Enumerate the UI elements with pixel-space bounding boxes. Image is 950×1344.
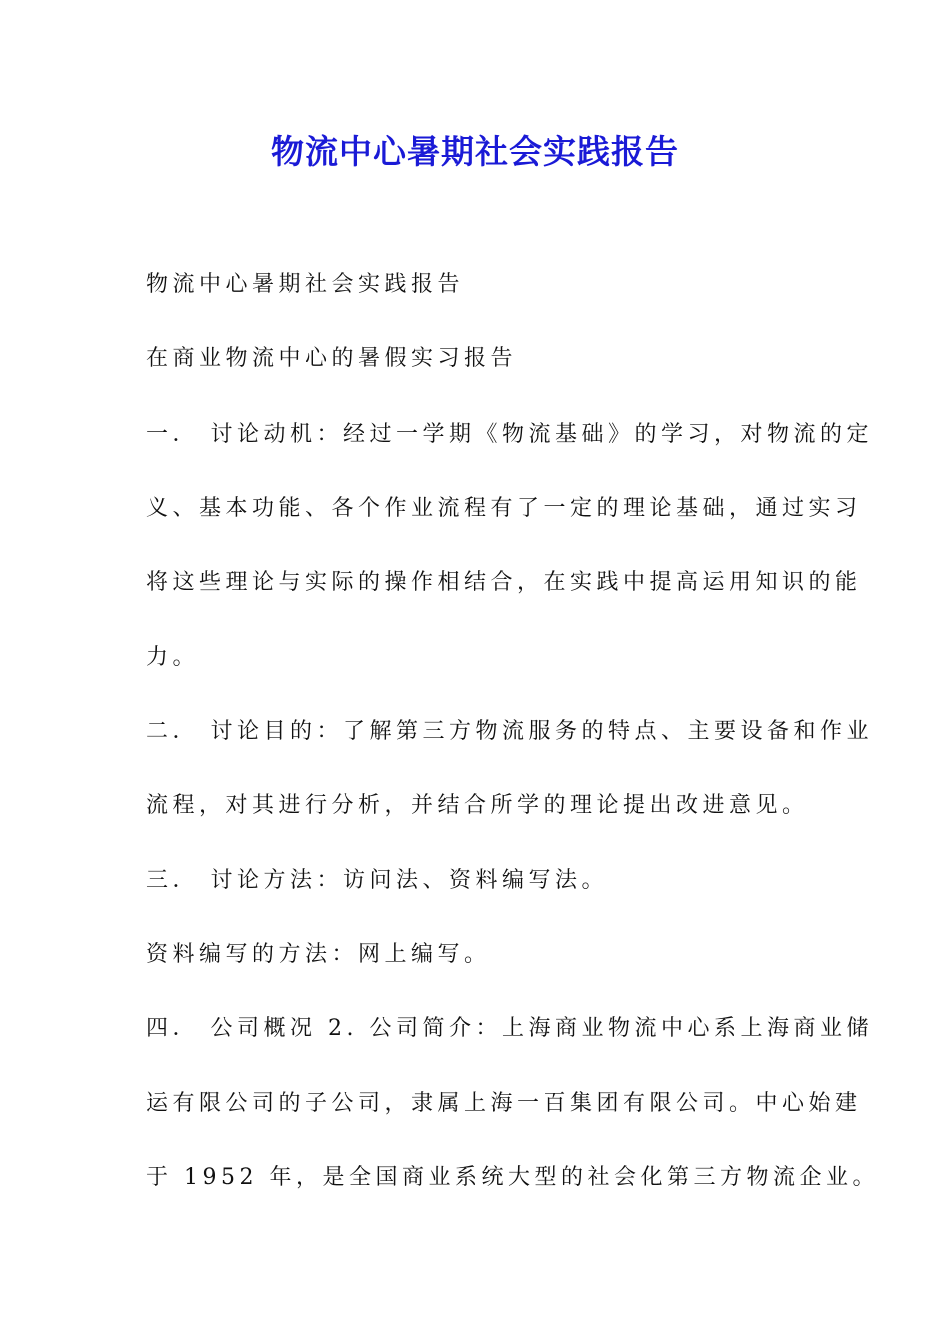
body-line-overview-3: 于 1952 年，是全国商业系统大型的社会化第三方物流企业。: [146, 1165, 879, 1190]
document-title: 物流中心暑期社会实践报告: [271, 132, 679, 171]
body-line-overview-1: 四． 公司概况 2. 公司简介：上海商业物流中心系上海商业储: [146, 1016, 873, 1041]
body-line-subheading: 在商业物流中心的暑假实习报告: [146, 346, 518, 371]
body-line-purpose-2: 流程，对其进行分析，并结合所学的理论提出改进意见。: [146, 793, 809, 818]
body-line-motivation-1: 一． 讨论动机：经过一学期《物流基础》的学习，对物流的定: [146, 422, 873, 447]
body-line-overview-2: 运有限公司的子公司，隶属上海一百集团有限公司。中心始建: [146, 1091, 862, 1116]
body-line-motivation-2: 义、基本功能、各个作业流程有了一定的理论基础，通过实习: [146, 496, 862, 521]
body-line-motivation-4: 力。: [146, 645, 200, 670]
body-line-method-detail: 资料编写的方法：网上编写。: [146, 942, 491, 967]
body-line-motivation-3: 将这些理论与实际的操作相结合，在实践中提高运用知识的能: [146, 570, 862, 595]
body-line-purpose-1: 二． 讨论目的：了解第三方物流服务的特点、主要设备和作业: [146, 719, 873, 744]
body-line-method: 三． 讨论方法：访问法、资料编写法。: [146, 868, 608, 893]
body-line-heading: 物流中心暑期社会实践报告: [146, 272, 465, 297]
